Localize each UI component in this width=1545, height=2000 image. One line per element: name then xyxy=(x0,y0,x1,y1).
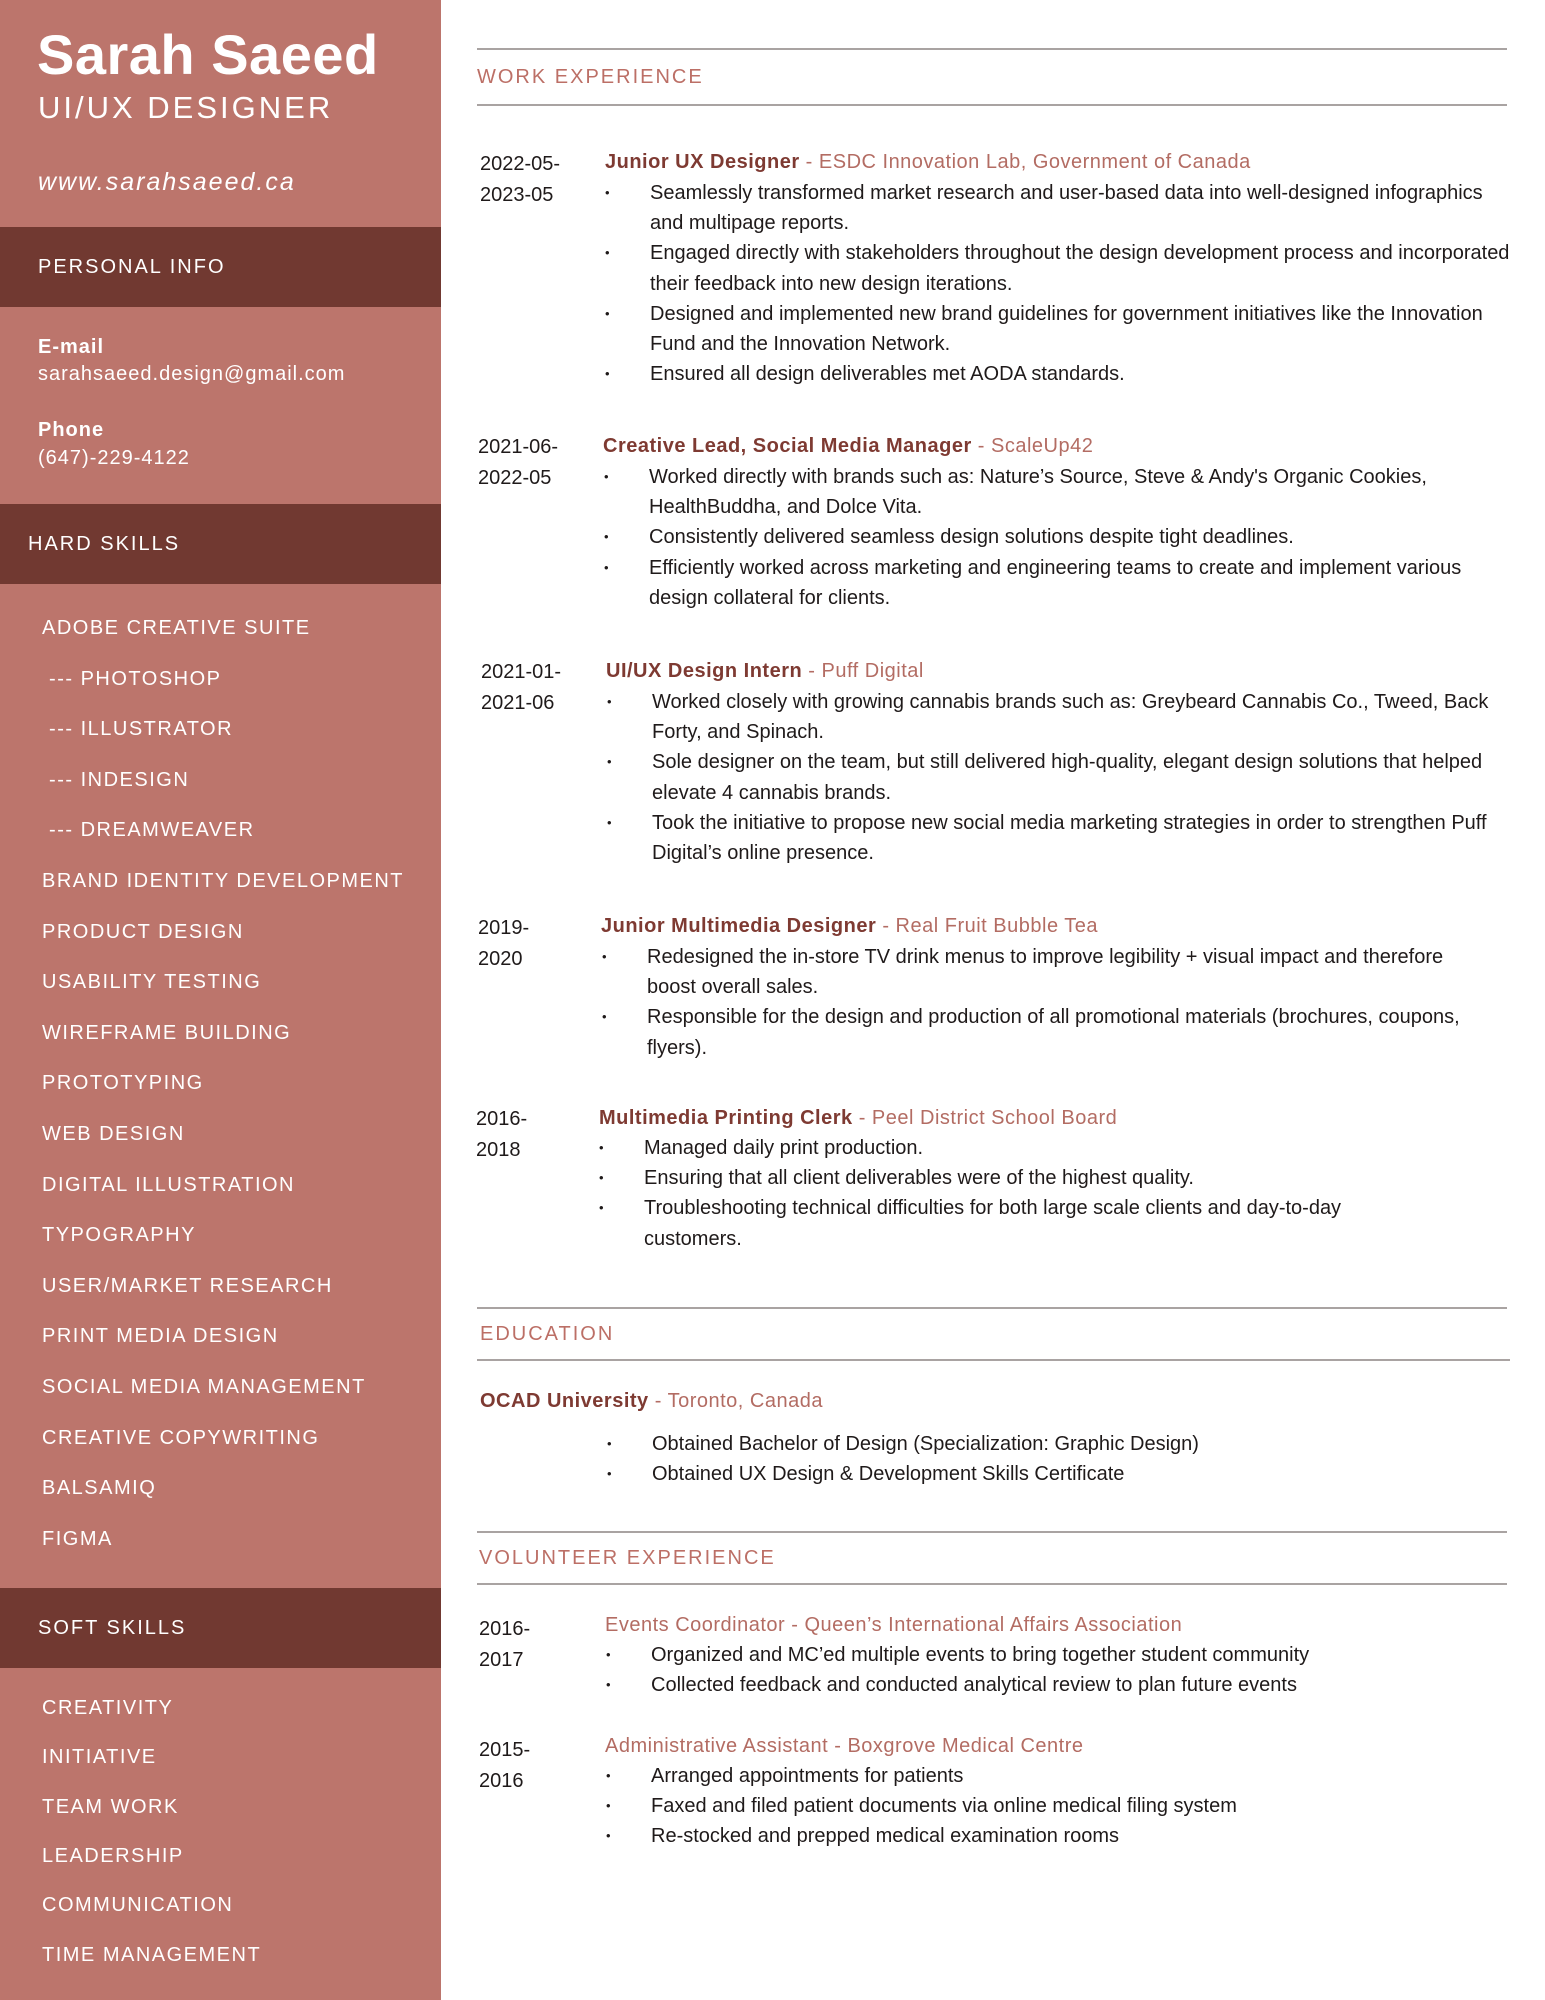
soft-skills-band xyxy=(0,1588,441,1668)
bullet-item: • Sole designer on the team, but still delivered high-quality, elegant design solutions that helped elevate 4 cannabis brands. xyxy=(607,747,1492,807)
school-location: - Toronto, Canada xyxy=(648,1390,823,1412)
bullet-item: • Redesigned the in-store TV drink menus to improve legibility + visual impact and therefore boost overall sales. xyxy=(602,942,1477,1002)
bullet-item: • Faxed and filed patient documents via online medical filing system xyxy=(606,1791,1511,1821)
job-dates: 2016- 2018 xyxy=(476,1108,528,1161)
volunteer-bullets xyxy=(606,1761,1511,1852)
job-title-text: Creative Lead, Social Media Manager xyxy=(603,435,972,457)
candidate-title: UI/UX DESIGNER xyxy=(38,90,334,125)
bullet-item: • Obtained UX Design & Development Skills Certificate xyxy=(607,1459,1487,1489)
bullet-item: • Collected feedback and conducted analytical review to plan future events xyxy=(606,1670,1511,1700)
job-dates: 2021-06- 2022-05 xyxy=(478,436,559,489)
hard-skill-item: SOCIAL MEDIA MANAGEMENT xyxy=(42,1376,366,1398)
bullet-item: • Responsible for the design and production of all promotional materials (brochures, coupons, flyers). xyxy=(602,1002,1477,1062)
divider xyxy=(477,48,1507,50)
job-organization: - Real Fruit Bubble Tea xyxy=(876,915,1099,937)
bullet-item: • Troubleshooting technical difficulties for both large scale clients and day-to-day customers. xyxy=(599,1193,1429,1253)
job-title-text: Junior Multimedia Designer xyxy=(601,915,877,937)
hard-skill-item: BALSAMIQ xyxy=(42,1477,157,1500)
bullet-item: • Organized and MC’ed multiple events to bring together student community xyxy=(606,1640,1511,1670)
hard-skill-item: --- DREAMWEAVER xyxy=(42,819,255,842)
bullet-item: • Consistently delivered seamless design solutions despite tight deadlines. xyxy=(604,522,1474,552)
hard-skill-item: --- INDESIGN xyxy=(42,768,190,791)
job-title xyxy=(606,660,924,683)
education-heading: EDUCATION xyxy=(480,1323,615,1345)
soft-skill-item: TEAM WORK xyxy=(42,1795,179,1818)
bullet-item: • Re-stocked and prepped medical examination rooms xyxy=(606,1821,1511,1851)
job-title-text: Junior UX Designer xyxy=(605,151,800,173)
education-bullets xyxy=(607,1429,1487,1489)
bullet-item: • Arranged appointments for patients xyxy=(606,1761,1511,1791)
job-title-text: Multimedia Printing Clerk xyxy=(599,1107,853,1129)
job-dates: 2021-01- 2021-06 xyxy=(481,661,562,714)
job-organization: - Peel District School Board xyxy=(852,1107,1118,1129)
hard-skill-item: USER/MARKET RESEARCH xyxy=(42,1274,333,1297)
job-bullets xyxy=(599,1133,1429,1254)
hard-skill-item: --- ILLUSTRATOR xyxy=(42,718,234,741)
soft-skill-item: TIME MANAGEMENT xyxy=(42,1943,262,1966)
divider xyxy=(477,1583,1507,1585)
job-organization: - Puff Digital xyxy=(802,660,924,682)
volunteer-dates: 2015- 2016 xyxy=(479,1739,531,1792)
personal-info-heading: PERSONAL INFO xyxy=(38,256,226,278)
bullet-item: • Efficiently worked across marketing and engineering teams to create and implement various design collateral for clients. xyxy=(604,553,1474,613)
bullet-item: • Obtained Bachelor of Design (Specialization: Graphic Design) xyxy=(607,1429,1487,1459)
volunteer-heading: VOLUNTEER EXPERIENCE xyxy=(479,1547,776,1569)
bullet-item: • Managed daily print production. xyxy=(599,1133,1429,1163)
volunteer-bullets xyxy=(606,1640,1511,1700)
hard-skill-item: PRODUCT DESIGN xyxy=(42,920,244,943)
job-title-text: UI/UX Design Intern xyxy=(606,660,803,682)
phone-value[interactable]: (647)-229-4122 xyxy=(38,447,190,469)
volunteer-role: Administrative Assistant - Boxgrove Medical Centre xyxy=(605,1735,1084,1757)
email-label: E-mail xyxy=(38,336,105,358)
bullet-item: • Designed and implemented new brand guidelines for government initiatives like the Innovation Fund and the Innovation Network. xyxy=(605,299,1510,359)
hard-skill-item: USABILITY TESTING xyxy=(42,971,262,994)
divider xyxy=(477,104,1507,106)
divider xyxy=(477,1531,1507,1533)
hard-skill-item: TYPOGRAPHY xyxy=(42,1224,196,1247)
website-link[interactable]: www.sarahsaeed.ca xyxy=(38,168,296,196)
job-title xyxy=(605,151,1251,174)
soft-skill-item: COMMUNICATION xyxy=(42,1894,234,1917)
job-bullets xyxy=(604,462,1474,613)
volunteer-dates: 2016- 2017 xyxy=(479,1618,531,1671)
work-experience-heading: WORK EXPERIENCE xyxy=(477,66,704,88)
school-name: OCAD University xyxy=(480,1390,649,1412)
email-value[interactable]: sarahsaeed.design@gmail.com xyxy=(38,363,346,385)
hard-skill-item: PRINT MEDIA DESIGN xyxy=(42,1325,279,1348)
job-dates: 2019- 2020 xyxy=(478,917,530,970)
hard-skill-item: --- PHOTOSHOP xyxy=(42,667,222,690)
job-bullets xyxy=(607,687,1492,868)
bullet-item: • Seamlessly transformed market research and user-based data into well-designed infographics and multipage reports. xyxy=(605,178,1510,238)
hard-skill-item: DIGITAL ILLUSTRATION xyxy=(42,1173,295,1196)
job-title xyxy=(603,435,1093,458)
hard-skill-item: CREATIVE COPYWRITING xyxy=(42,1426,320,1449)
job-organization: - ESDC Innovation Lab, Government of Canada xyxy=(799,151,1251,173)
phone-label: Phone xyxy=(38,419,105,441)
hard-skill-item: WIREFRAME BUILDING xyxy=(42,1021,292,1044)
bullet-item: • Engaged directly with stakeholders throughout the design development process and incorporated their feedback into new design iterations. xyxy=(605,238,1510,298)
sidebar xyxy=(0,0,441,2000)
bullet-item: • Worked closely with growing cannabis brands such as: Greybeard Cannabis Co., Tweed, Back Forty, and Spinach. xyxy=(607,687,1492,747)
job-organization: - ScaleUp42 xyxy=(971,435,1094,457)
bullet-item: • Ensuring that all client deliverables were of the highest quality. xyxy=(599,1163,1429,1193)
bullet-item: • Ensured all design deliverables met AODA standards. xyxy=(605,359,1510,389)
personal-info-band xyxy=(0,227,441,307)
hard-skill-item: WEB DESIGN xyxy=(42,1123,185,1145)
candidate-name: Sarah Saeed xyxy=(37,23,379,86)
school-title xyxy=(480,1390,823,1413)
bullet-item: • Worked directly with brands such as: Nature’s Source, Steve & Andy's Organic Cookies, HealthBuddha, and Dolce Vita. xyxy=(604,462,1474,522)
job-title xyxy=(601,915,1098,938)
hard-skills-band xyxy=(0,504,441,584)
hard-skill-item: ADOBE CREATIVE SUITE xyxy=(42,617,311,639)
bullet-item: • Took the initiative to propose new social media marketing strategies in order to strengthen Puff Digital’s online presence. xyxy=(607,808,1492,868)
hard-skills-heading: HARD SKILLS xyxy=(28,533,181,555)
soft-skill-item: INITIATIVE xyxy=(42,1746,157,1769)
job-dates: 2022-05- 2023-05 xyxy=(480,153,561,206)
job-title xyxy=(599,1107,1117,1130)
hard-skill-item: FIGMA xyxy=(42,1527,113,1550)
hard-skill-item: BRAND IDENTITY DEVELOPMENT xyxy=(42,870,405,892)
job-bullets xyxy=(602,942,1477,1063)
divider xyxy=(477,1307,1507,1309)
divider xyxy=(477,1359,1510,1361)
soft-skill-item: CREATIVITY xyxy=(42,1697,174,1719)
soft-skills-heading: SOFT SKILLS xyxy=(38,1617,187,1639)
hard-skill-item: PROTOTYPING xyxy=(42,1072,204,1095)
job-bullets xyxy=(605,178,1510,389)
volunteer-role: Events Coordinator - Queen’s International Affairs Association xyxy=(605,1614,1183,1636)
soft-skill-item: LEADERSHIP xyxy=(42,1844,184,1867)
